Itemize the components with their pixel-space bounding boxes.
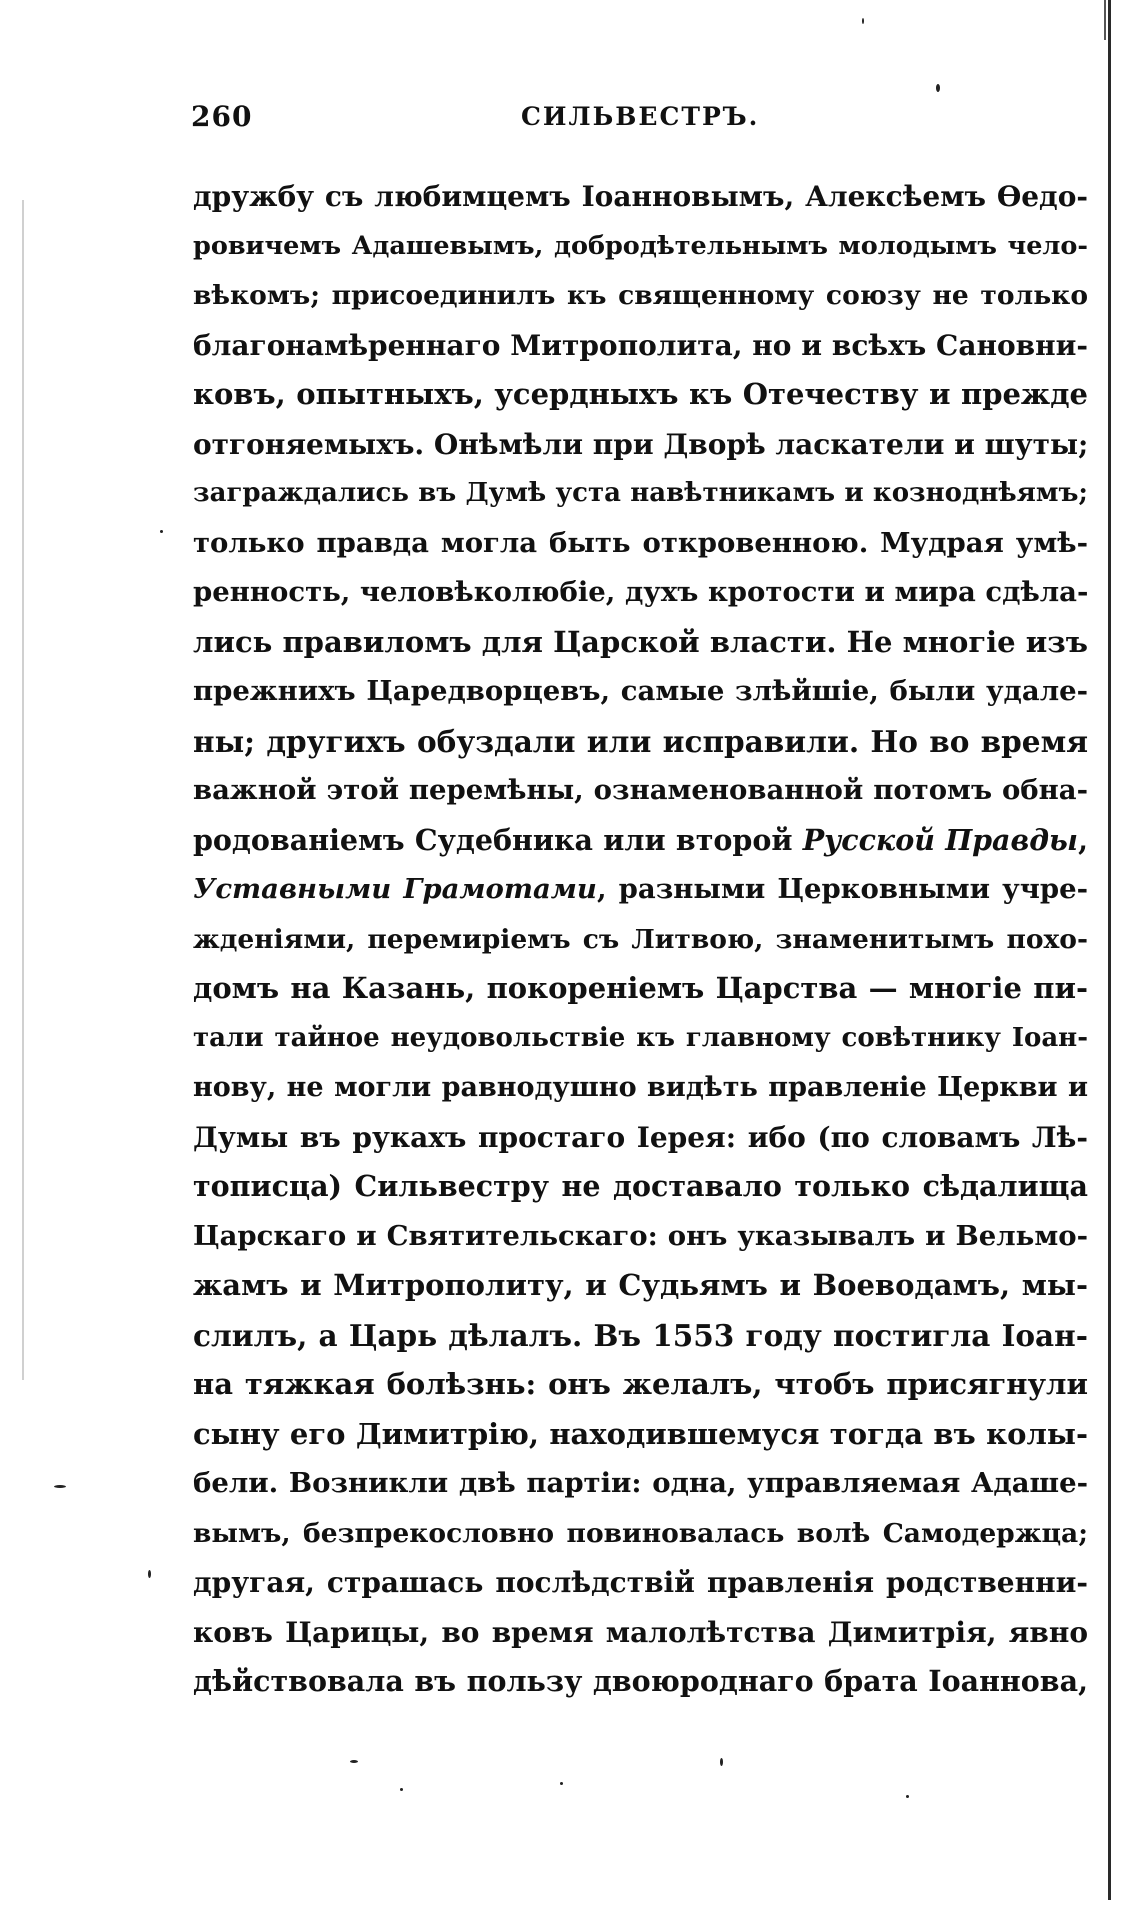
text-line: бели. Возникли двѣ партіи: одна, управляемая Адаше- — [193, 1467, 1088, 1499]
text-line: дѣйствовала въ пользу двоюроднаго брата Іоаннова, — [193, 1664, 1088, 1698]
text-line: важной этой перемѣны, ознаменованной потомъ обна- — [193, 774, 1088, 806]
text-line: ровичемъ Адашевымъ, добродѣтельнымъ молодымъ чело- — [193, 230, 1088, 261]
text-line: жденіями, перемиріемъ съ Литвою, знаменитымъ похо- — [193, 923, 1088, 955]
scan-speck — [160, 530, 163, 533]
text-line: только правда могла быть откровенною. Мудрая умѣ- — [193, 526, 1088, 559]
text-line: нову, не могли равнодушно видѣть правленіе Церкви и — [193, 1072, 1088, 1103]
scan-speck — [148, 1570, 151, 1578]
text-line: родованіемъ Судебника или второй Русской Правды, — [193, 822, 1088, 857]
text-line: сыну его Димитрію, находившемуся тогда въ колы- — [193, 1416, 1088, 1451]
scan-speck — [54, 1485, 66, 1488]
italic-phrase: Уставными Грамотами — [193, 873, 597, 905]
page-edge-right-top — [1104, 0, 1106, 40]
scan-speck — [400, 1788, 403, 1791]
text-line: тописца) Сильвестру не доставало только сѣдалища — [193, 1169, 1088, 1203]
text-line: тали тайное неудовольствіе къ главному совѣтнику Іоан- — [193, 1022, 1088, 1053]
text-line: заграждались въ Думѣ уста навѣтникамъ и козноднѣямъ; — [193, 478, 1088, 508]
text-line: Уставными Грамотами, разными Церковными учре- — [193, 873, 1088, 905]
text-line: вѣкомъ; присоединилъ къ священному союзу не только — [193, 280, 1088, 311]
text-line: вымъ, безпрекословно повиновалась волѣ Самодержца; — [193, 1517, 1088, 1549]
text-line: отгоняемыхъ. Онѣмѣли при Дворѣ ласкатели и шуты; — [193, 427, 1088, 461]
running-title: СИЛЬВЕСТРЪ. — [521, 102, 760, 131]
scan-speck — [350, 1760, 358, 1763]
text-line: ны; другихъ обуздали или исправили. Но во время — [193, 723, 1088, 759]
body-text — [193, 172, 1088, 1707]
text-line: Думы въ рукахъ простаго Іерея: ибо (по словамъ Лѣ- — [193, 1120, 1088, 1154]
scan-speck — [862, 18, 864, 24]
italic-phrase: Русской Правды — [802, 822, 1079, 857]
scan-speck — [720, 1758, 723, 1766]
text-line: дружбу съ любимцемъ Іоанновымъ, Алексѣемъ Өедо- — [193, 180, 1088, 213]
text-line: жамъ и Митрополиту, и Судьямъ и Воеводамъ, мы- — [193, 1268, 1088, 1302]
text-line: другая, страшась послѣдствій правленія родственни- — [193, 1566, 1088, 1599]
text-line: ренность, человѣколюбіе, духъ кротости и мира сдѣла- — [193, 576, 1088, 608]
page-header — [191, 100, 1091, 140]
text-line: прежнихъ Царедворцевъ, самые злѣйшіе, были удале- — [193, 675, 1088, 707]
text-line: лись правиломъ для Царской власти. Не многіе изъ — [193, 624, 1088, 659]
text-line: слилъ, а Царь дѣлалъ. Въ 1553 году постигла Іоан- — [193, 1317, 1088, 1353]
text-line: ковъ Царицы, во время малолѣтства Димитрія, явно — [193, 1615, 1088, 1649]
text-line: ковъ, опытныхъ, усердныхъ къ Отечеству и прежде — [193, 377, 1088, 411]
text-line: на тяжкая болѣзнь: онъ желалъ, чтобъ присягнули — [193, 1367, 1088, 1401]
scan-speck — [560, 1782, 563, 1785]
text-line: Царскаго и Святительскаго: онъ указывалъ и Вельмо- — [193, 1219, 1088, 1252]
text-line: благонамѣреннаго Митрополита, но и всѣхъ Сановни- — [193, 328, 1088, 362]
scan-speck — [936, 84, 940, 92]
page-edge-right — [1108, 0, 1111, 1900]
page-number: 260 — [191, 100, 253, 133]
text-line: домъ на Казань, покореніемъ Царства — многіе пи- — [193, 971, 1088, 1005]
scan-speck — [906, 1795, 909, 1798]
page-edge-left — [22, 200, 24, 1380]
